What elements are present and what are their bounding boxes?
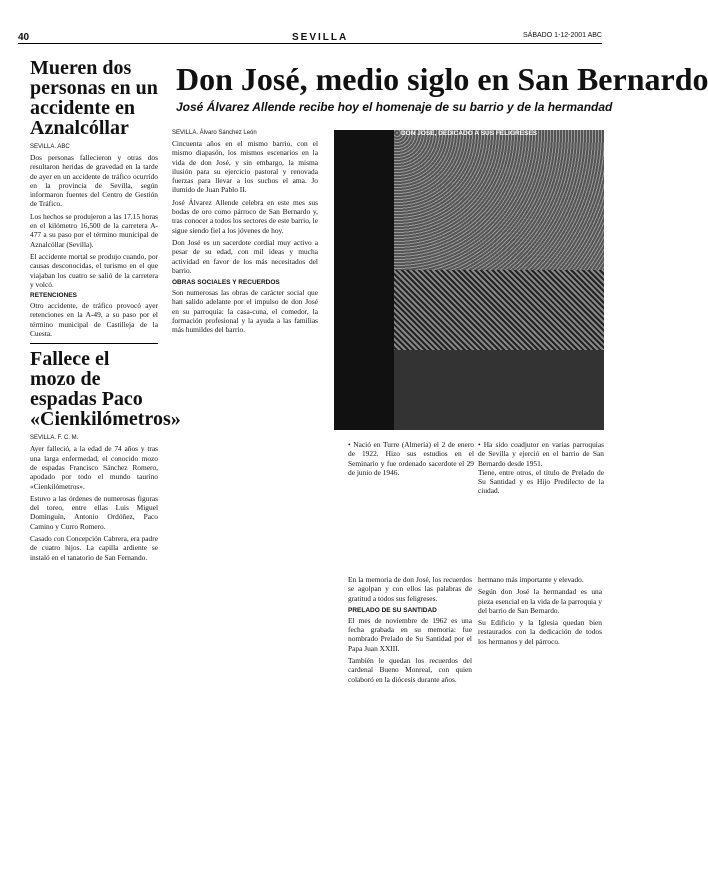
caption-a-text: • Nació en Turre (Almería) el 2 de enero de 1922. Hizo sus estudios en el Seminario y fue ordenado sacerdote el 29 de junio de 1946.	[348, 440, 474, 477]
sidebar-column	[30, 57, 181, 565]
main-p1: Cincuenta años en el mismo barrio, con el mismo diapasón, los mismos escenarios en la vida de don José, y sin embargo, la misma ilusión para su ejercicio pastoral y renovada fuerzas para llevar a los suchos el ama. Jo ilumido de Juan Pablo II.	[172, 139, 318, 195]
header-rule	[18, 43, 602, 44]
side1-p4: Otro accidente, de tráfico provocó ayer retenciones en la A-49, a su paso por el término municipal de Castilleja de la Cuesta.	[30, 301, 158, 339]
main-p3: Don José es un sacerdote cordial muy activo a pesar de su edad, con mil ideas y mucha actividad en favor de los más necesitados del barrio.	[172, 237, 318, 275]
side1-subhead: RETENCIONES	[30, 292, 77, 300]
main-column-4	[478, 575, 602, 649]
col4-p3: Su Edificio y la Iglesia quedan bien restaurados con la dedicación de todos los hermanos y del párroco.	[478, 618, 602, 646]
side1-p1: Dos personas fallecieron y otras dos resultaron heridas de gravedad en la tarde de ayer en un accidente de tráfico ocurrido en la provincia de Sevilla, según informaron fuentes del Centro de Gestión de Tráfico.	[30, 153, 158, 209]
side1-p3: El accidente mortal se produjo cuando, por causas desconocidas, el turismo en el que viajaban los cuatro se salió de la carretera y volcó.	[30, 251, 158, 289]
section-name: SEVILLA	[292, 32, 349, 43]
col3-p2: El mes de noviembre de 1962 es una fecha grabada en su memoria: fue nombrado Prelado de Su Santidad por el Papa Juan XXIII.	[348, 615, 472, 653]
col3-p3: También le quedan los recuerdos del cardenal Bueno Monreal, con quien colaboró en la diócesis durante años.	[348, 656, 472, 684]
main-column-3	[348, 575, 472, 687]
article-photo	[334, 130, 604, 430]
col3-p1: En la memoria de don José, los recuerdos se agolpan y con ellos las palabras de gratitud a todos sus feligreses.	[348, 575, 472, 603]
side-divider	[30, 343, 158, 344]
caption-a	[348, 440, 474, 477]
main-p4: Son numerosas las obras de carácter social que han salido adelante por el impulso de don José en su parroquia: la casa-cuna, el comedor, la formación profesional y la ayuda a las familias más humildes del barrio.	[172, 288, 318, 335]
side1-p2: Los hechos se produjeron a las 17.15 horas en el kilómetro 16,500 de la carretera A-477 a su paso por el término municipal de Aznalcóllar (Sevilla).	[30, 211, 158, 249]
side1-byline: SEVILLA. ABC	[30, 144, 70, 150]
page-number: 40	[18, 32, 30, 43]
side2-p1: Ayer falleció, a la edad de 74 años y tras una larga enfermedad, el conocido mozo de espadas Francisco Sánchez Romero, apodado por todo el mundo taurino «Cienkilómetros».	[30, 444, 158, 491]
col3-subhead: PRELADO DE SU SANTIDAD	[348, 606, 437, 614]
main-headline: Don José, medio siglo en San Bernardo	[176, 61, 708, 97]
main-subheadline: José Álvarez Allende recibe hoy el homenaje de su barrio y de la hermandad	[176, 100, 613, 114]
caption-b-text: • Ha sido coadjutor en varias parroquias de Sevilla y ejerció en el barrio de San Bernardo desde 1951.	[478, 440, 604, 468]
side2-p2: Estuvo a las órdenes de numerosas figuras del toreo, entre ellas Luis Miguel Dominguín, Antonio Ordóñez, Paco Camino y Curro Romero.	[30, 493, 158, 531]
side2-title: Fallece el mozo de espadas Paco «Cienkilómetros»	[30, 348, 181, 431]
side2-p3: Casado con Concepción Cabrera, era padre de cuatro hijos. La capilla ardiente se instaló en el tanatorio de San Fernando.	[30, 534, 158, 562]
main-byline: SEVILLA. Álvaro Sánchez León	[172, 130, 257, 136]
col4-p1: hermano más importante y elevado.	[478, 575, 584, 584]
side2-byline: SEVILLA. F. C. M.	[30, 435, 79, 442]
caption-c-text: Tiene, entre otros, el título de Prelado de Su Santidad y es Hijo Predilecto de la ciudad.	[478, 467, 604, 496]
main-p2: José Álvarez Allende celebra en este mes sus bodas de oro como párroco de San Bernardo y, tras conocer a todos los sectores de este barrio, le sigue siendo fiel a los jóvenes de hoy.	[172, 197, 318, 235]
main-subhead: OBRAS SOCIALES Y RECUERDOS	[172, 279, 280, 287]
caption-b	[478, 440, 604, 496]
main-column-1	[172, 128, 318, 338]
col4-p2: Según don José la hermandad es una pieza esencial en la vida de la parroquia y del barrio de San Bernardo.	[478, 587, 602, 615]
issue-date: SÁBADO 1-12-2001 ABC	[523, 32, 602, 39]
photo-label: DON JOSÉ, DEDICADO A SUS FELIGRESES	[400, 130, 538, 137]
side1-title: Mueren dos personas en un accidente en Aznalcóllar	[30, 57, 158, 139]
